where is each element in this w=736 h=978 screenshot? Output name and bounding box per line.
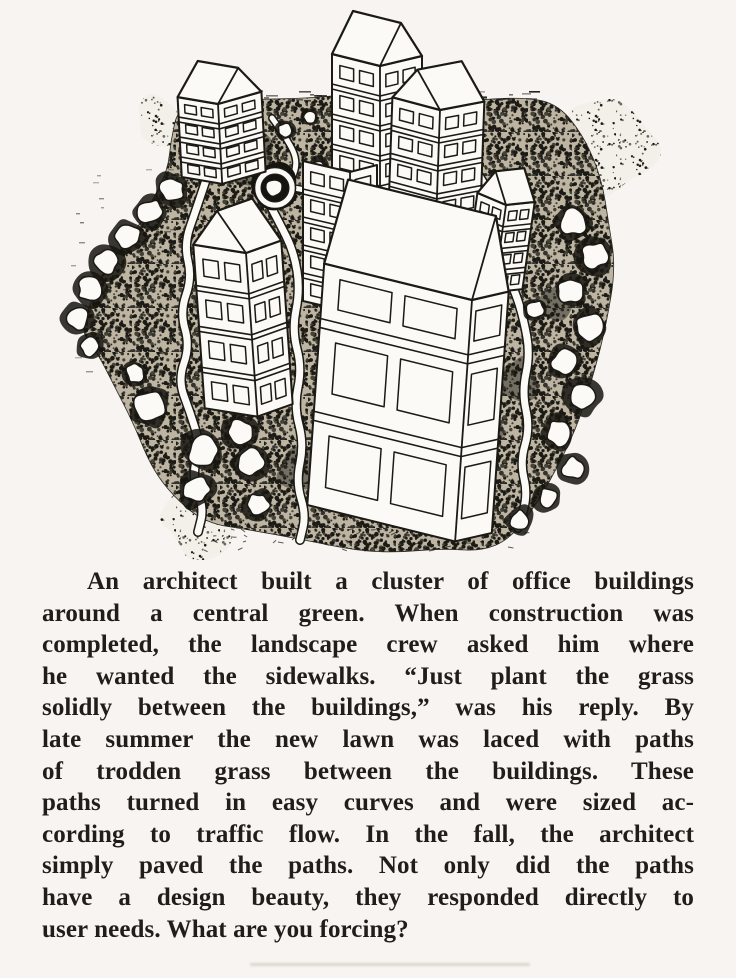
paragraph-line: completed, the landscape crew asked him where [42,631,694,659]
scan-smudge [250,963,530,966]
paragraph-line: of trodden grass between the buildings. These [42,757,694,785]
paragraph-line: he wanted the sidewalks. “Just plant the grass [42,662,694,690]
paragraph-line: simply paved the paths. Not only did the paths [42,852,694,880]
paragraph-line: An architect built a cluster of office buildings [87,568,694,595]
paragraph-line: around a central green. When construction was [42,599,694,627]
paragraph-line: paths turned in easy curves and were sized ac- [42,789,694,817]
paragraph [42,566,694,945]
paragraph-line: have a design beauty, they responded directly to [42,883,694,911]
paragraph-line: user needs. What are you forcing? [42,915,409,943]
paragraph-line: solidly between the buildings,” was his reply. By [42,694,694,722]
paragraph-line: late summer the new lawn was laced with paths [42,725,694,753]
paragraph-line: cording to traffic flow. In the fall, the architect [42,820,694,848]
